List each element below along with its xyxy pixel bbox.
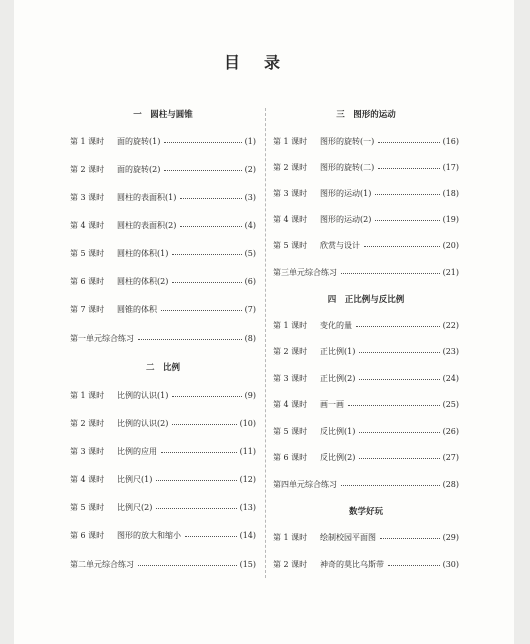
toc-entry[interactable] [273,187,459,199]
page-number: (10) [239,418,256,428]
lesson-label: 第 2 课时 [70,164,105,174]
lesson-label: 第 4 课时 [273,214,308,224]
dot-leader [180,198,241,199]
lesson-label: 第 3 课时 [273,373,308,383]
dot-leader [341,273,440,274]
toc-entry[interactable] [273,558,459,570]
toc-entry[interactable] [70,389,256,401]
entry-title: 图形的运动(2) [320,214,372,224]
toc-entry[interactable] [273,135,459,147]
dot-leader [341,485,440,486]
dot-leader [138,565,237,566]
page-number: (13) [239,502,256,512]
toc-entry[interactable] [273,451,459,463]
entry-title: 比例尺(1) [117,474,153,484]
page-number: (7) [244,304,256,314]
section-heading: 数学好玩 [348,507,383,517]
title-char: 录 [264,53,305,72]
lesson-label: 第 2 课时 [70,418,105,428]
entry-title: 圆柱的体积(2) [117,276,169,286]
dot-leader [164,170,241,171]
dot-leader [156,480,236,481]
lesson-label: 第 1 课时 [273,136,308,146]
dot-leader [138,339,242,340]
lesson-label: 第 7 课时 [70,304,105,314]
entry-title: 第一单元综合练习 [70,333,134,343]
lesson-label: 第 3 课时 [273,188,308,198]
page-number: (15) [239,559,256,569]
entry-title: 反比例(2) [320,452,356,462]
dot-leader [359,379,439,380]
entry-title: 圆柱的表面积(1) [117,192,177,202]
toc-entry[interactable] [273,161,459,173]
dot-leader [378,168,439,169]
toc-entry[interactable] [70,191,256,203]
toc-entry[interactable] [70,417,256,429]
toc-entry-unit-review[interactable] [273,266,459,278]
entry-title: 反比例(1) [320,426,356,436]
entry-title: 圆柱的表面积(2) [117,220,177,230]
page-number: (5) [244,248,256,258]
dot-leader [375,194,439,195]
dot-leader [359,432,439,433]
title-char: 目 [223,53,264,72]
page-number: (29) [442,532,459,542]
lesson-label: 第 5 课时 [70,502,105,512]
page-title [14,50,514,73]
lesson-label: 第 2 课时 [273,559,308,569]
dot-leader [364,246,440,247]
toc-entry[interactable] [273,239,459,251]
entry-title: 圆锥的体积 [117,304,157,314]
entry-title: 神奇的莫比乌斯带 [320,559,384,569]
page-number: (26) [442,426,459,436]
lesson-label: 第 6 课时 [70,530,105,540]
page-number: (28) [442,479,459,489]
page-number: (24) [442,373,459,383]
toc-entry[interactable] [273,425,459,437]
page-number: (27) [442,452,459,462]
lesson-label: 第 4 课时 [70,220,105,230]
toc-page [14,0,514,644]
dot-leader [185,536,237,537]
toc-entry[interactable] [70,473,256,485]
dot-leader [359,458,439,459]
page-number: (16) [442,136,459,146]
lesson-label: 第 1 课时 [70,390,105,400]
lesson-label: 第 5 课时 [273,240,308,250]
toc-entry[interactable] [273,213,459,225]
dot-leader [172,396,241,397]
entry-title: 第三单元综合练习 [273,267,337,277]
dot-leader [164,142,241,143]
toc-entry[interactable] [70,501,256,513]
section-heading: 二 比例 [145,363,180,373]
entry-title: 图形的运动(1) [320,188,372,198]
toc-entry[interactable] [273,531,459,543]
entry-title: 第四单元综合练习 [273,479,337,489]
page-number: (25) [442,399,459,409]
lesson-label: 第 4 课时 [273,399,308,409]
entry-title: 图形的放大和缩小 [117,530,181,540]
lesson-label: 第 2 课时 [273,162,308,172]
entry-title: 欣赏与设计 [320,240,360,250]
lesson-label: 第 3 课时 [70,446,105,456]
page-number: (2) [244,164,256,174]
page-number: (23) [442,346,459,356]
entry-title: 图形的旋转(一) [320,136,375,146]
dot-leader [156,508,236,509]
page-number: (12) [239,474,256,484]
toc-entry[interactable] [70,275,256,287]
entry-title: 比例的认识(1) [117,390,169,400]
dot-leader [172,254,241,255]
toc-entry[interactable] [273,319,459,331]
lesson-label: 第 1 课时 [273,320,308,330]
toc-entry[interactable] [273,398,459,410]
entry-title: 面的旋转(2) [117,164,161,174]
lesson-label: 第 1 课时 [273,532,308,542]
entry-title: 变化的量 [320,320,352,330]
entry-title: 比例的应用 [117,446,157,456]
page-number: (18) [442,188,459,198]
dot-leader [172,424,236,425]
lesson-label: 第 3 课时 [70,192,105,202]
toc-entry[interactable] [70,303,256,315]
page-number: (6) [244,276,256,286]
dot-leader [172,282,241,283]
entry-title: 比例尺(2) [117,502,153,512]
page-number: (9) [244,390,256,400]
toc-entry[interactable] [70,529,256,541]
entry-title: 面的旋转(1) [117,136,161,146]
toc-entry-unit-review[interactable] [273,478,459,490]
page-number: (30) [442,559,459,569]
lesson-label: 第 1 课时 [70,136,105,146]
dot-leader [359,352,439,353]
entry-title: 第二单元综合练习 [70,559,134,569]
lesson-label: 第 6 课时 [70,276,105,286]
dot-leader [180,226,241,227]
page-number: (14) [239,530,256,540]
column-divider [265,108,266,578]
toc-entry-unit-review[interactable] [70,332,256,344]
dot-leader [161,310,242,311]
page-number: (22) [442,320,459,330]
lesson-label: 第 4 课时 [70,474,105,484]
page-number: (3) [244,192,256,202]
toc-entry[interactable] [70,445,256,457]
lesson-label: 第 5 课时 [273,426,308,436]
page-number: (21) [442,267,459,277]
entry-title: 正比例(2) [320,373,356,383]
dot-leader [356,326,440,327]
section-heading: 三 图形的运动 [336,110,396,120]
page-number: (20) [442,240,459,250]
lesson-label: 第 6 课时 [273,452,308,462]
page-number: (11) [239,446,256,456]
entry-title: 正比例(1) [320,346,356,356]
entry-title: 图形的旋转(二) [320,162,375,172]
entry-title: 比例的认识(2) [117,418,169,428]
section-heading: 一 圆柱与圆锥 [133,110,193,120]
dot-leader [380,538,440,539]
page-number: (17) [442,162,459,172]
toc-entry[interactable] [70,135,256,147]
entry-title: 画一画 [320,399,344,409]
entry-title: 绘制校园平面图 [320,532,376,542]
dot-leader [378,142,439,143]
dot-leader [161,452,237,453]
page-number: (4) [244,220,256,230]
toc-entry[interactable] [273,345,459,357]
section-heading: 四 正比例与反比例 [327,295,405,305]
entry-title: 圆柱的体积(1) [117,248,169,258]
toc-entry[interactable] [70,219,256,231]
toc-entry[interactable] [70,163,256,175]
lesson-label: 第 5 课时 [70,248,105,258]
dot-leader [348,405,440,406]
page-number: (8) [244,333,256,343]
page-number: (19) [442,214,459,224]
toc-entry[interactable] [70,247,256,259]
page-number: (1) [244,136,256,146]
dot-leader [375,220,439,221]
lesson-label: 第 2 课时 [273,346,308,356]
dot-leader [388,565,440,566]
toc-entry[interactable] [273,372,459,384]
toc-entry-unit-review[interactable] [70,558,256,570]
